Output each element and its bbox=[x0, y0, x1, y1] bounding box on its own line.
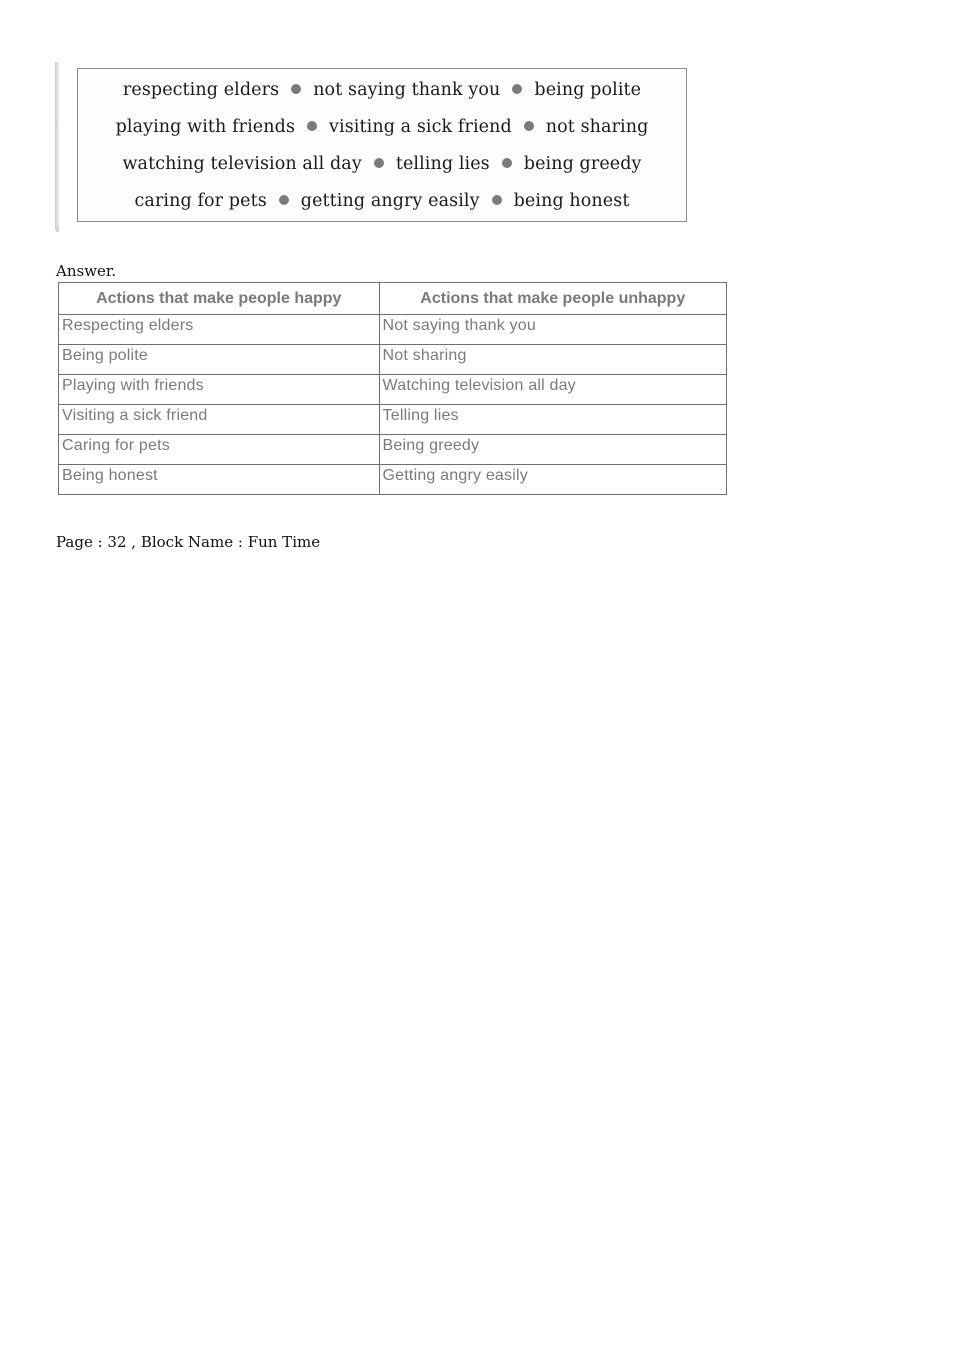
word-item: not sharing bbox=[545, 117, 649, 137]
table-cell: Not sharing bbox=[379, 345, 726, 375]
word-line-1 bbox=[78, 80, 686, 100]
table-cell: Being greedy bbox=[379, 435, 726, 465]
word-item: not saying thank you bbox=[313, 80, 501, 100]
word-item: being polite bbox=[534, 80, 642, 100]
scan-edge-mark bbox=[55, 62, 59, 230]
bullet-icon bbox=[524, 121, 534, 131]
answer-table bbox=[58, 282, 727, 495]
column-header-happy: Actions that make people happy bbox=[59, 283, 380, 315]
word-box-image bbox=[55, 62, 691, 234]
word-line-3 bbox=[78, 154, 686, 174]
table-header-row bbox=[59, 283, 727, 315]
word-item: watching television all day bbox=[122, 154, 362, 174]
table-cell: Respecting elders bbox=[59, 315, 380, 345]
answer-label: Answer. bbox=[56, 262, 117, 280]
bullet-icon bbox=[291, 84, 301, 94]
table-row bbox=[59, 315, 727, 345]
word-box bbox=[77, 68, 687, 222]
word-line-4 bbox=[78, 191, 686, 211]
word-item: caring for pets bbox=[134, 191, 267, 211]
word-item: respecting elders bbox=[122, 80, 280, 100]
table-cell: Playing with friends bbox=[59, 375, 380, 405]
table-cell: Telling lies bbox=[379, 405, 726, 435]
table-cell: Being honest bbox=[59, 465, 380, 495]
bullet-icon bbox=[492, 195, 502, 205]
table-cell: Caring for pets bbox=[59, 435, 380, 465]
table-cell: Watching television all day bbox=[379, 375, 726, 405]
bullet-icon bbox=[512, 84, 522, 94]
word-item: getting angry easily bbox=[300, 191, 480, 211]
bullet-icon bbox=[279, 195, 289, 205]
word-item: visiting a sick friend bbox=[329, 117, 512, 137]
bullet-icon bbox=[374, 158, 384, 168]
word-item: being greedy bbox=[523, 154, 642, 174]
column-header-unhappy: Actions that make people unhappy bbox=[379, 283, 726, 315]
table-cell: Being polite bbox=[59, 345, 380, 375]
table-row bbox=[59, 345, 727, 375]
word-item: playing with friends bbox=[115, 117, 296, 137]
table-row bbox=[59, 375, 727, 405]
table-cell: Not saying thank you bbox=[379, 315, 726, 345]
table-row bbox=[59, 435, 727, 465]
table-cell: Visiting a sick friend bbox=[59, 405, 380, 435]
bullet-icon bbox=[502, 158, 512, 168]
bullet-icon bbox=[307, 121, 317, 131]
scan-speck-mark bbox=[56, 226, 59, 232]
word-line-2 bbox=[78, 117, 686, 137]
table-row bbox=[59, 465, 727, 495]
page-block-note: Page : 32 , Block Name : Fun Time bbox=[56, 533, 321, 551]
word-item: being honest bbox=[513, 191, 630, 211]
word-item: telling lies bbox=[395, 154, 490, 174]
table-row bbox=[59, 405, 727, 435]
table-cell: Getting angry easily bbox=[379, 465, 726, 495]
